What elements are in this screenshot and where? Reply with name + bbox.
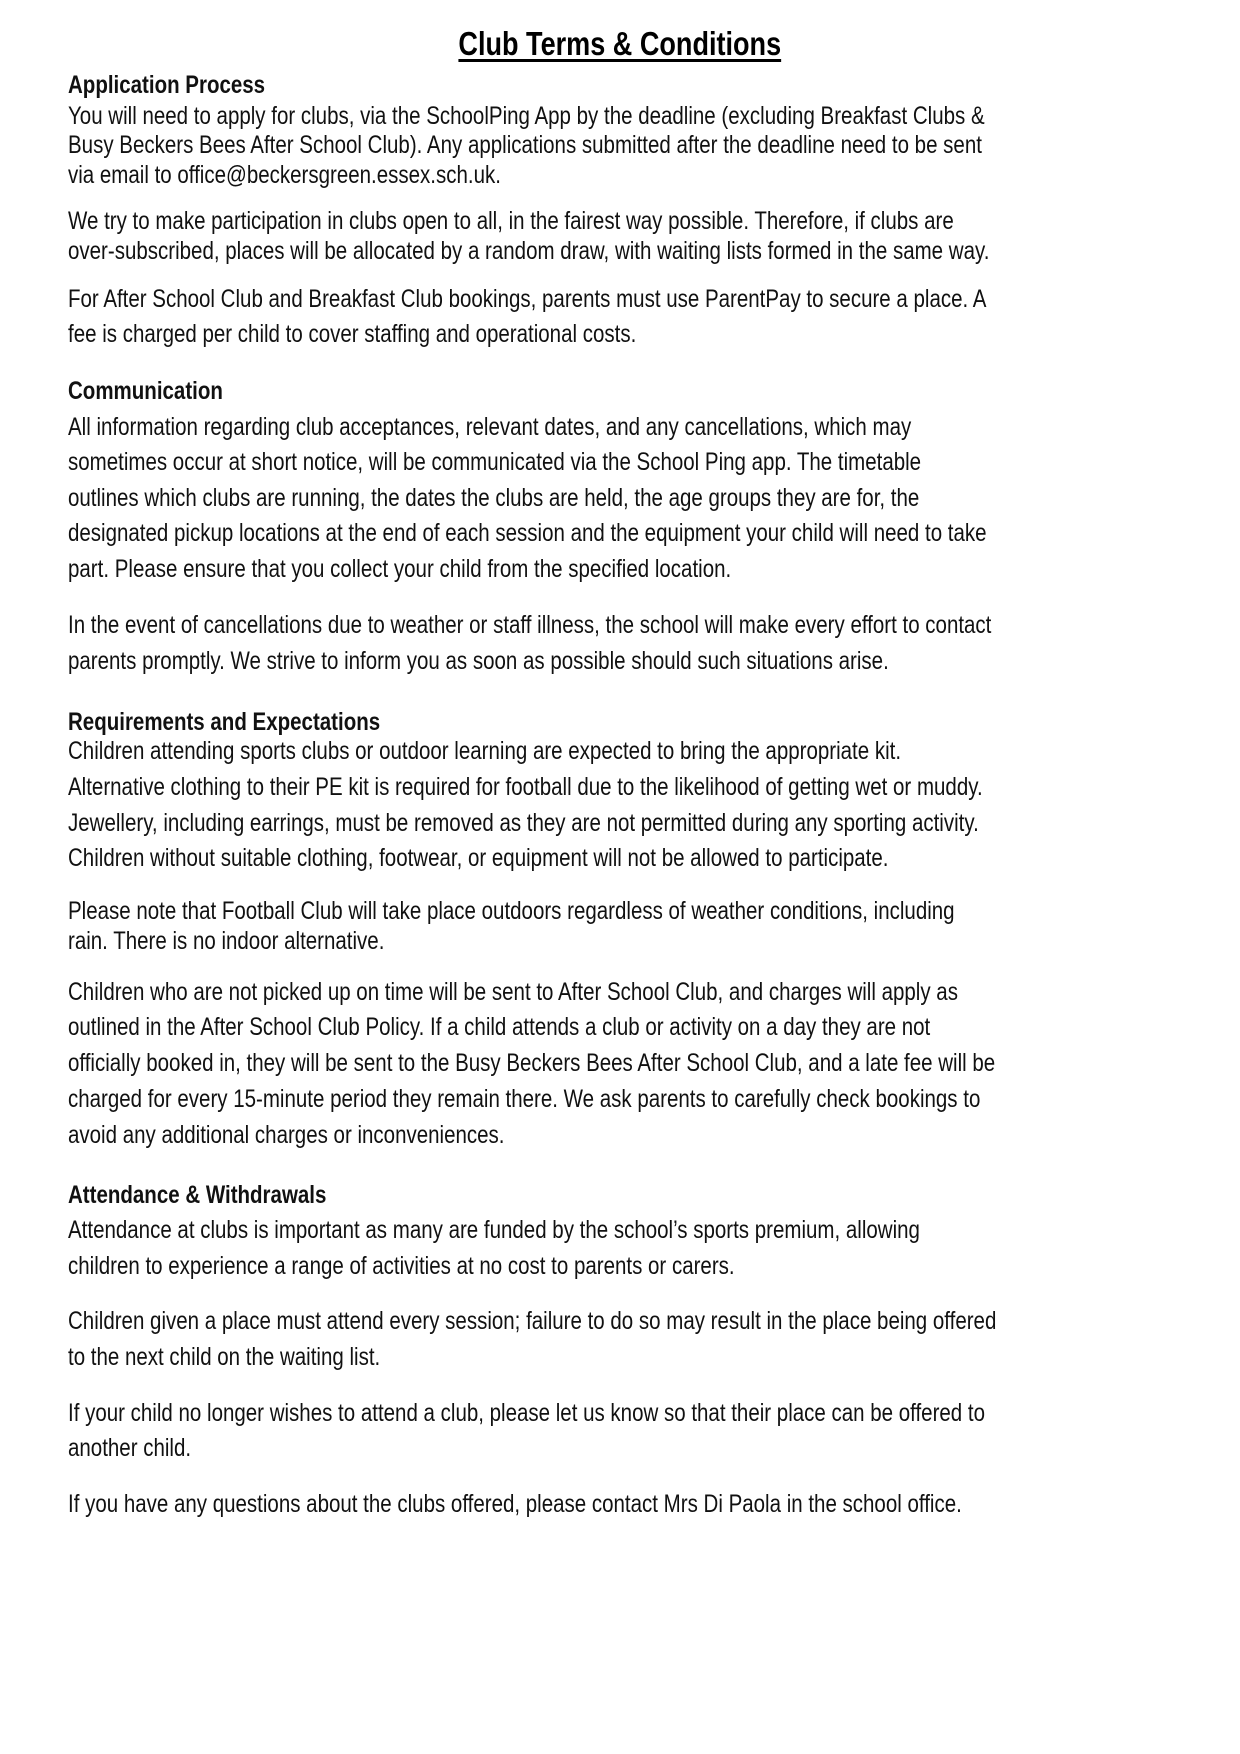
section-heading-attendance: Attendance & Withdrawals: [68, 1181, 327, 1209]
paragraph-line: Alternative clothing to their PE kit is required for football due to the likelihood of getting wet or muddy.: [68, 773, 983, 801]
paragraph-line: part. Please ensure that you collect your child from the specified location.: [68, 555, 732, 583]
paragraph-line: over-subscribed, places will be allocated by a random draw, with waiting lists formed in the same way.: [68, 237, 990, 265]
section-heading-communication: Communication: [68, 377, 223, 405]
paragraph-line: officially booked in, they will be sent to the Busy Beckers Bees After School Club, and a late fee will be: [68, 1049, 996, 1077]
paragraph-line: Children given a place must attend every session; failure to do so may result in the place being offered: [68, 1307, 997, 1335]
paragraph-line: If you have any questions about the clubs offered, please contact Mrs Di Paola in the school office.: [68, 1490, 962, 1518]
paragraph-line: via email to office@beckersgreen.essex.sch.uk.: [68, 161, 501, 189]
page-title-text: Club Terms & Conditions: [458, 25, 782, 62]
paragraph-line: outlined in the After School Club Policy. If a child attends a club or activity on a day they are not: [68, 1013, 931, 1041]
section-heading-requirements: Requirements and Expectations: [68, 708, 381, 736]
paragraph-line: We try to make participation in clubs open to all, in the fairest way possible. Therefore, if clubs are: [68, 207, 954, 235]
paragraph-line: Children without suitable clothing, footwear, or equipment will not be allowed to participate.: [68, 844, 889, 872]
paragraph-line: Jewellery, including earrings, must be removed as they are not permitted during any sporting activity.: [68, 809, 979, 837]
paragraph-line: fee is charged per child to cover staffing and operational costs.: [68, 320, 637, 348]
paragraph-line: For After School Club and Breakfast Club bookings, parents must use ParentPay to secure a place. A: [68, 285, 987, 313]
paragraph-line: another child.: [68, 1434, 192, 1462]
paragraph-line: children to experience a range of activities at no cost to parents or carers.: [68, 1252, 735, 1280]
paragraph-line: outlines which clubs are running, the dates the clubs are held, the age groups they are for, the: [68, 484, 920, 512]
paragraph-line: If your child no longer wishes to attend a club, please let us know so that their place can be offered to: [68, 1399, 985, 1427]
paragraph-line: You will need to apply for clubs, via the SchoolPing App by the deadline (excluding Breakfast Clubs &: [68, 102, 985, 130]
paragraph-line: Please note that Football Club will take place outdoors regardless of weather conditions, including: [68, 897, 955, 925]
paragraph-line: Children attending sports clubs or outdoor learning are expected to bring the appropriate kit.: [68, 737, 902, 765]
paragraph-line: parents promptly. We strive to inform you as soon as possible should such situations arise.: [68, 647, 889, 675]
paragraph-line: charged for every 15-minute period they remain there. We ask parents to carefully check bookings to: [68, 1085, 981, 1113]
section-heading-application-process: Application Process: [68, 71, 266, 99]
paragraph-line: In the event of cancellations due to weather or staff illness, the school will make every effort to contact: [68, 611, 992, 639]
paragraph-line: to the next child on the waiting list.: [68, 1343, 381, 1371]
paragraph-line: Children who are not picked up on time will be sent to After School Club, and charges will apply as: [68, 978, 958, 1006]
paragraph-line: Attendance at clubs is important as many are funded by the school’s sports premium, allowing: [68, 1216, 920, 1244]
paragraph-line: sometimes occur at short notice, will be communicated via the School Ping app. The timetable: [68, 448, 922, 476]
paragraph-line: rain. There is no indoor alternative.: [68, 927, 385, 955]
paragraph-line: Busy Beckers Bees After School Club). Any applications submitted after the deadline need to be sent: [68, 131, 982, 159]
page-title: [0, 24, 1240, 64]
paragraph-line: designated pickup locations at the end of each session and the equipment your child will need to take: [68, 519, 987, 547]
paragraph-line: avoid any additional charges or inconveniences.: [68, 1121, 505, 1149]
paragraph-line: All information regarding club acceptances, relevant dates, and any cancellations, which may: [68, 413, 912, 441]
